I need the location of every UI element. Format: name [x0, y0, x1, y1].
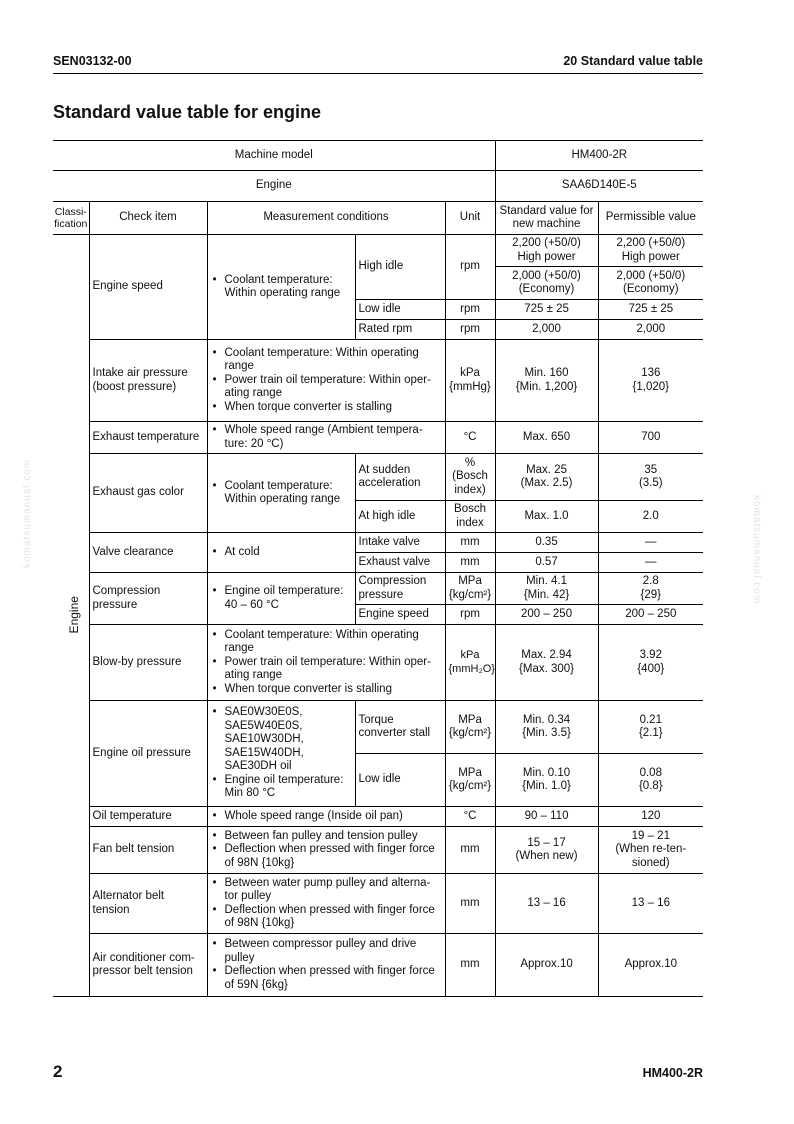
- standard-value-table: [53, 140, 703, 997]
- condition-bullet: • SAE0W30E0S, SAE5W40E0S, SAE10W30DH, SAE15W40DH, SAE30DH oil: [225, 706, 352, 774]
- table-row: [53, 573, 703, 605]
- table-row: [53, 340, 703, 422]
- check-item: Alternator belt tension: [89, 874, 207, 934]
- table-row: [53, 625, 703, 701]
- table-row: [53, 235, 703, 267]
- page-number: 2: [53, 1062, 63, 1081]
- sub-condition: Low idle: [355, 300, 445, 320]
- table-row: [53, 701, 703, 754]
- sub-condition: Torque converter stall: [355, 701, 445, 754]
- check-item: Compression pressure: [89, 573, 207, 625]
- condition-bullet: • At cold: [225, 546, 352, 560]
- standard-value: 90 – 110: [495, 807, 598, 827]
- condition-bullet: • Coolant temperature: Within operating range: [225, 347, 442, 374]
- sub-condition: Rated rpm: [355, 320, 445, 340]
- check-item: Engine oil pressure: [89, 701, 207, 807]
- condition-bullet: • Between water pump pulley and alterna-tor pulley: [225, 877, 442, 904]
- standard-value: Min. 0.10 {Min. 1.0}: [495, 754, 598, 807]
- header-unit: Unit: [445, 202, 495, 235]
- sub-condition: High idle: [355, 235, 445, 300]
- measurement-condition: [207, 573, 355, 625]
- column-header-row: [53, 202, 703, 235]
- page-title: Standard value table for engine: [53, 102, 322, 122]
- permissible-value: 19 – 21 (When re-ten- sioned): [598, 827, 703, 874]
- check-item: Valve clearance: [89, 533, 207, 573]
- sub-condition: Compression pressure: [355, 573, 445, 605]
- permissible-value: 13 – 16: [598, 874, 703, 934]
- machine-model-row: [53, 141, 703, 171]
- check-item: Intake air pressure (boost pressure): [89, 340, 207, 422]
- unit-cell: MPa {kg/cm²}: [445, 754, 495, 807]
- unit-cell: kPa {mmH₂O}: [445, 625, 495, 701]
- machine-model-label: Machine model: [53, 141, 495, 171]
- measurement-condition: [207, 454, 355, 533]
- section-title: 20 Standard value table: [563, 54, 703, 68]
- standard-value: Min. 0.34 {Min. 3.5}: [495, 701, 598, 754]
- table-row: [53, 454, 703, 501]
- table-row: [53, 827, 703, 874]
- header-classification: Classi- fication: [53, 202, 89, 235]
- table-row: [53, 874, 703, 934]
- footer-model: HM400-2R: [642, 1066, 703, 1080]
- measurement-condition: [207, 827, 445, 874]
- standard-value: 2,000: [495, 320, 598, 340]
- condition-bullet: • Coolant temperature: Within operating range: [225, 274, 352, 301]
- sub-condition: Low idle: [355, 754, 445, 807]
- standard-value: 725 ± 25: [495, 300, 598, 320]
- check-item: Oil temperature: [89, 807, 207, 827]
- header-permissible-value: Permissible value: [598, 202, 703, 235]
- check-item: Air conditioner com- pressor belt tension: [89, 934, 207, 997]
- permissible-value: 200 – 250: [598, 605, 703, 625]
- classification-cell: [53, 235, 89, 997]
- permissible-value: 3.92 {400}: [598, 625, 703, 701]
- permissible-value: 725 ± 25: [598, 300, 703, 320]
- watermark-right: komatsumanual.com: [751, 495, 762, 605]
- document-code: SEN03132-00: [53, 54, 132, 68]
- standard-value: 2,000 (+50/0) (Economy): [495, 267, 598, 300]
- watermark-left: komatsumanual.com: [22, 458, 33, 568]
- measurement-condition: [207, 874, 445, 934]
- standard-value: 15 – 17 (When new): [495, 827, 598, 874]
- unit-cell: MPa {kg/cm²}: [445, 701, 495, 754]
- condition-bullet: • Engine oil temperature: Min 80 °C: [225, 774, 352, 801]
- permissible-value: 136 {1,020}: [598, 340, 703, 422]
- engine-model-row: [53, 171, 703, 202]
- measurement-condition: [207, 934, 445, 997]
- standard-value: 0.57: [495, 553, 598, 573]
- permissible-value: 2.0: [598, 501, 703, 533]
- unit-cell: rpm: [445, 235, 495, 300]
- unit-cell: MPa {kg/cm²}: [445, 573, 495, 605]
- permissible-value: 2,000 (+50/0) (Economy): [598, 267, 703, 300]
- header-rule: [53, 73, 703, 74]
- permissible-value: —: [598, 553, 703, 573]
- check-item: Exhaust gas color: [89, 454, 207, 533]
- check-item: Blow-by pressure: [89, 625, 207, 701]
- condition-bullet: • Whole speed range (Inside oil pan): [225, 810, 442, 824]
- unit-cell: mm: [445, 934, 495, 997]
- permissible-value: 120: [598, 807, 703, 827]
- permissible-value: 2,000: [598, 320, 703, 340]
- table-row: [53, 422, 703, 454]
- permissible-value: 2,200 (+50/0) High power: [598, 235, 703, 267]
- condition-bullet: • Between compressor pulley and drive pulley: [225, 938, 442, 965]
- condition-bullet: • Power train oil temperature: Within oper-ating range: [225, 656, 442, 683]
- measurement-condition: [207, 235, 355, 340]
- condition-bullet: • Engine oil temperature: 40 – 60 °C: [225, 585, 352, 612]
- condition-bullet: • Deflection when pressed with finger force of 98N {10kg}: [225, 904, 442, 931]
- check-item: Fan belt tension: [89, 827, 207, 874]
- measurement-condition: [207, 701, 355, 807]
- sub-condition: Exhaust valve: [355, 553, 445, 573]
- measurement-condition: [207, 422, 445, 454]
- standard-value: 13 – 16: [495, 874, 598, 934]
- condition-bullet: • Deflection when pressed with finger force of 98N {10kg}: [225, 843, 442, 870]
- unit-cell: kPa {mmHg}: [445, 340, 495, 422]
- machine-model-value: HM400-2R: [495, 141, 703, 171]
- standard-value: 200 – 250: [495, 605, 598, 625]
- table-row: [53, 533, 703, 553]
- sub-condition: At high idle: [355, 501, 445, 533]
- permissible-value: 35 (3.5): [598, 454, 703, 501]
- permissible-value: 0.21 {2.1}: [598, 701, 703, 754]
- table-row: [53, 807, 703, 827]
- permissible-value: 2.8 {29}: [598, 573, 703, 605]
- permissible-value: 700: [598, 422, 703, 454]
- sub-condition: Engine speed: [355, 605, 445, 625]
- unit-cell: mm: [445, 553, 495, 573]
- condition-bullet: • Whole speed range (Ambient tempera-ture: 20 °C): [225, 424, 442, 451]
- header-measurement-conditions: Measurement conditions: [207, 202, 445, 235]
- measurement-condition: [207, 533, 355, 573]
- condition-bullet: • Between fan pulley and tension pulley: [225, 830, 442, 844]
- standard-value: Max. 2.94 {Max. 300}: [495, 625, 598, 701]
- standard-value: Min. 4.1 {Min. 42}: [495, 573, 598, 605]
- header-check-item: Check item: [89, 202, 207, 235]
- condition-bullet: • When torque converter is stalling: [225, 683, 442, 697]
- unit-cell: mm: [445, 874, 495, 934]
- unit-cell: % (Bosch index): [445, 454, 495, 501]
- measurement-condition: [207, 807, 445, 827]
- standard-value: Max. 25 (Max. 2.5): [495, 454, 598, 501]
- check-item: Engine speed: [89, 235, 207, 340]
- permissible-value: Approx.10: [598, 934, 703, 997]
- permissible-value: 0.08 {0.8}: [598, 754, 703, 807]
- header-standard-value: Standard value for new machine: [495, 202, 598, 235]
- condition-bullet: • Coolant temperature: Within operating range: [225, 629, 442, 656]
- measurement-condition: [207, 340, 445, 422]
- condition-bullet: • Power train oil temperature: Within oper-ating range: [225, 374, 442, 401]
- check-item: Exhaust temperature: [89, 422, 207, 454]
- engine-label: Engine: [53, 171, 495, 202]
- standard-value: 2,200 (+50/0) High power: [495, 235, 598, 267]
- unit-cell: mm: [445, 827, 495, 874]
- standard-value: Approx.10: [495, 934, 598, 997]
- unit-cell: rpm: [445, 320, 495, 340]
- sub-condition: Intake valve: [355, 533, 445, 553]
- standard-value: Max. 650: [495, 422, 598, 454]
- unit-cell: mm: [445, 533, 495, 553]
- standard-value: Min. 160 {Min. 1,200}: [495, 340, 598, 422]
- unit-cell: °C: [445, 807, 495, 827]
- classification-label: Engine: [66, 596, 81, 634]
- measurement-condition: [207, 625, 445, 701]
- table-row: [53, 934, 703, 997]
- condition-bullet: • Deflection when pressed with finger force of 59N {6kg}: [225, 965, 442, 992]
- unit-cell: rpm: [445, 300, 495, 320]
- condition-bullet: • Coolant temperature: Within operating range: [225, 480, 352, 507]
- engine-model-value: SAA6D140E-5: [495, 171, 703, 202]
- condition-bullet: • When torque converter is stalling: [225, 401, 442, 415]
- sub-condition: At sudden acceleration: [355, 454, 445, 501]
- standard-value: 0.35: [495, 533, 598, 553]
- unit-cell: Bosch index: [445, 501, 495, 533]
- unit-cell: rpm: [445, 605, 495, 625]
- unit-cell: °C: [445, 422, 495, 454]
- standard-value: Max. 1.0: [495, 501, 598, 533]
- permissible-value: —: [598, 533, 703, 553]
